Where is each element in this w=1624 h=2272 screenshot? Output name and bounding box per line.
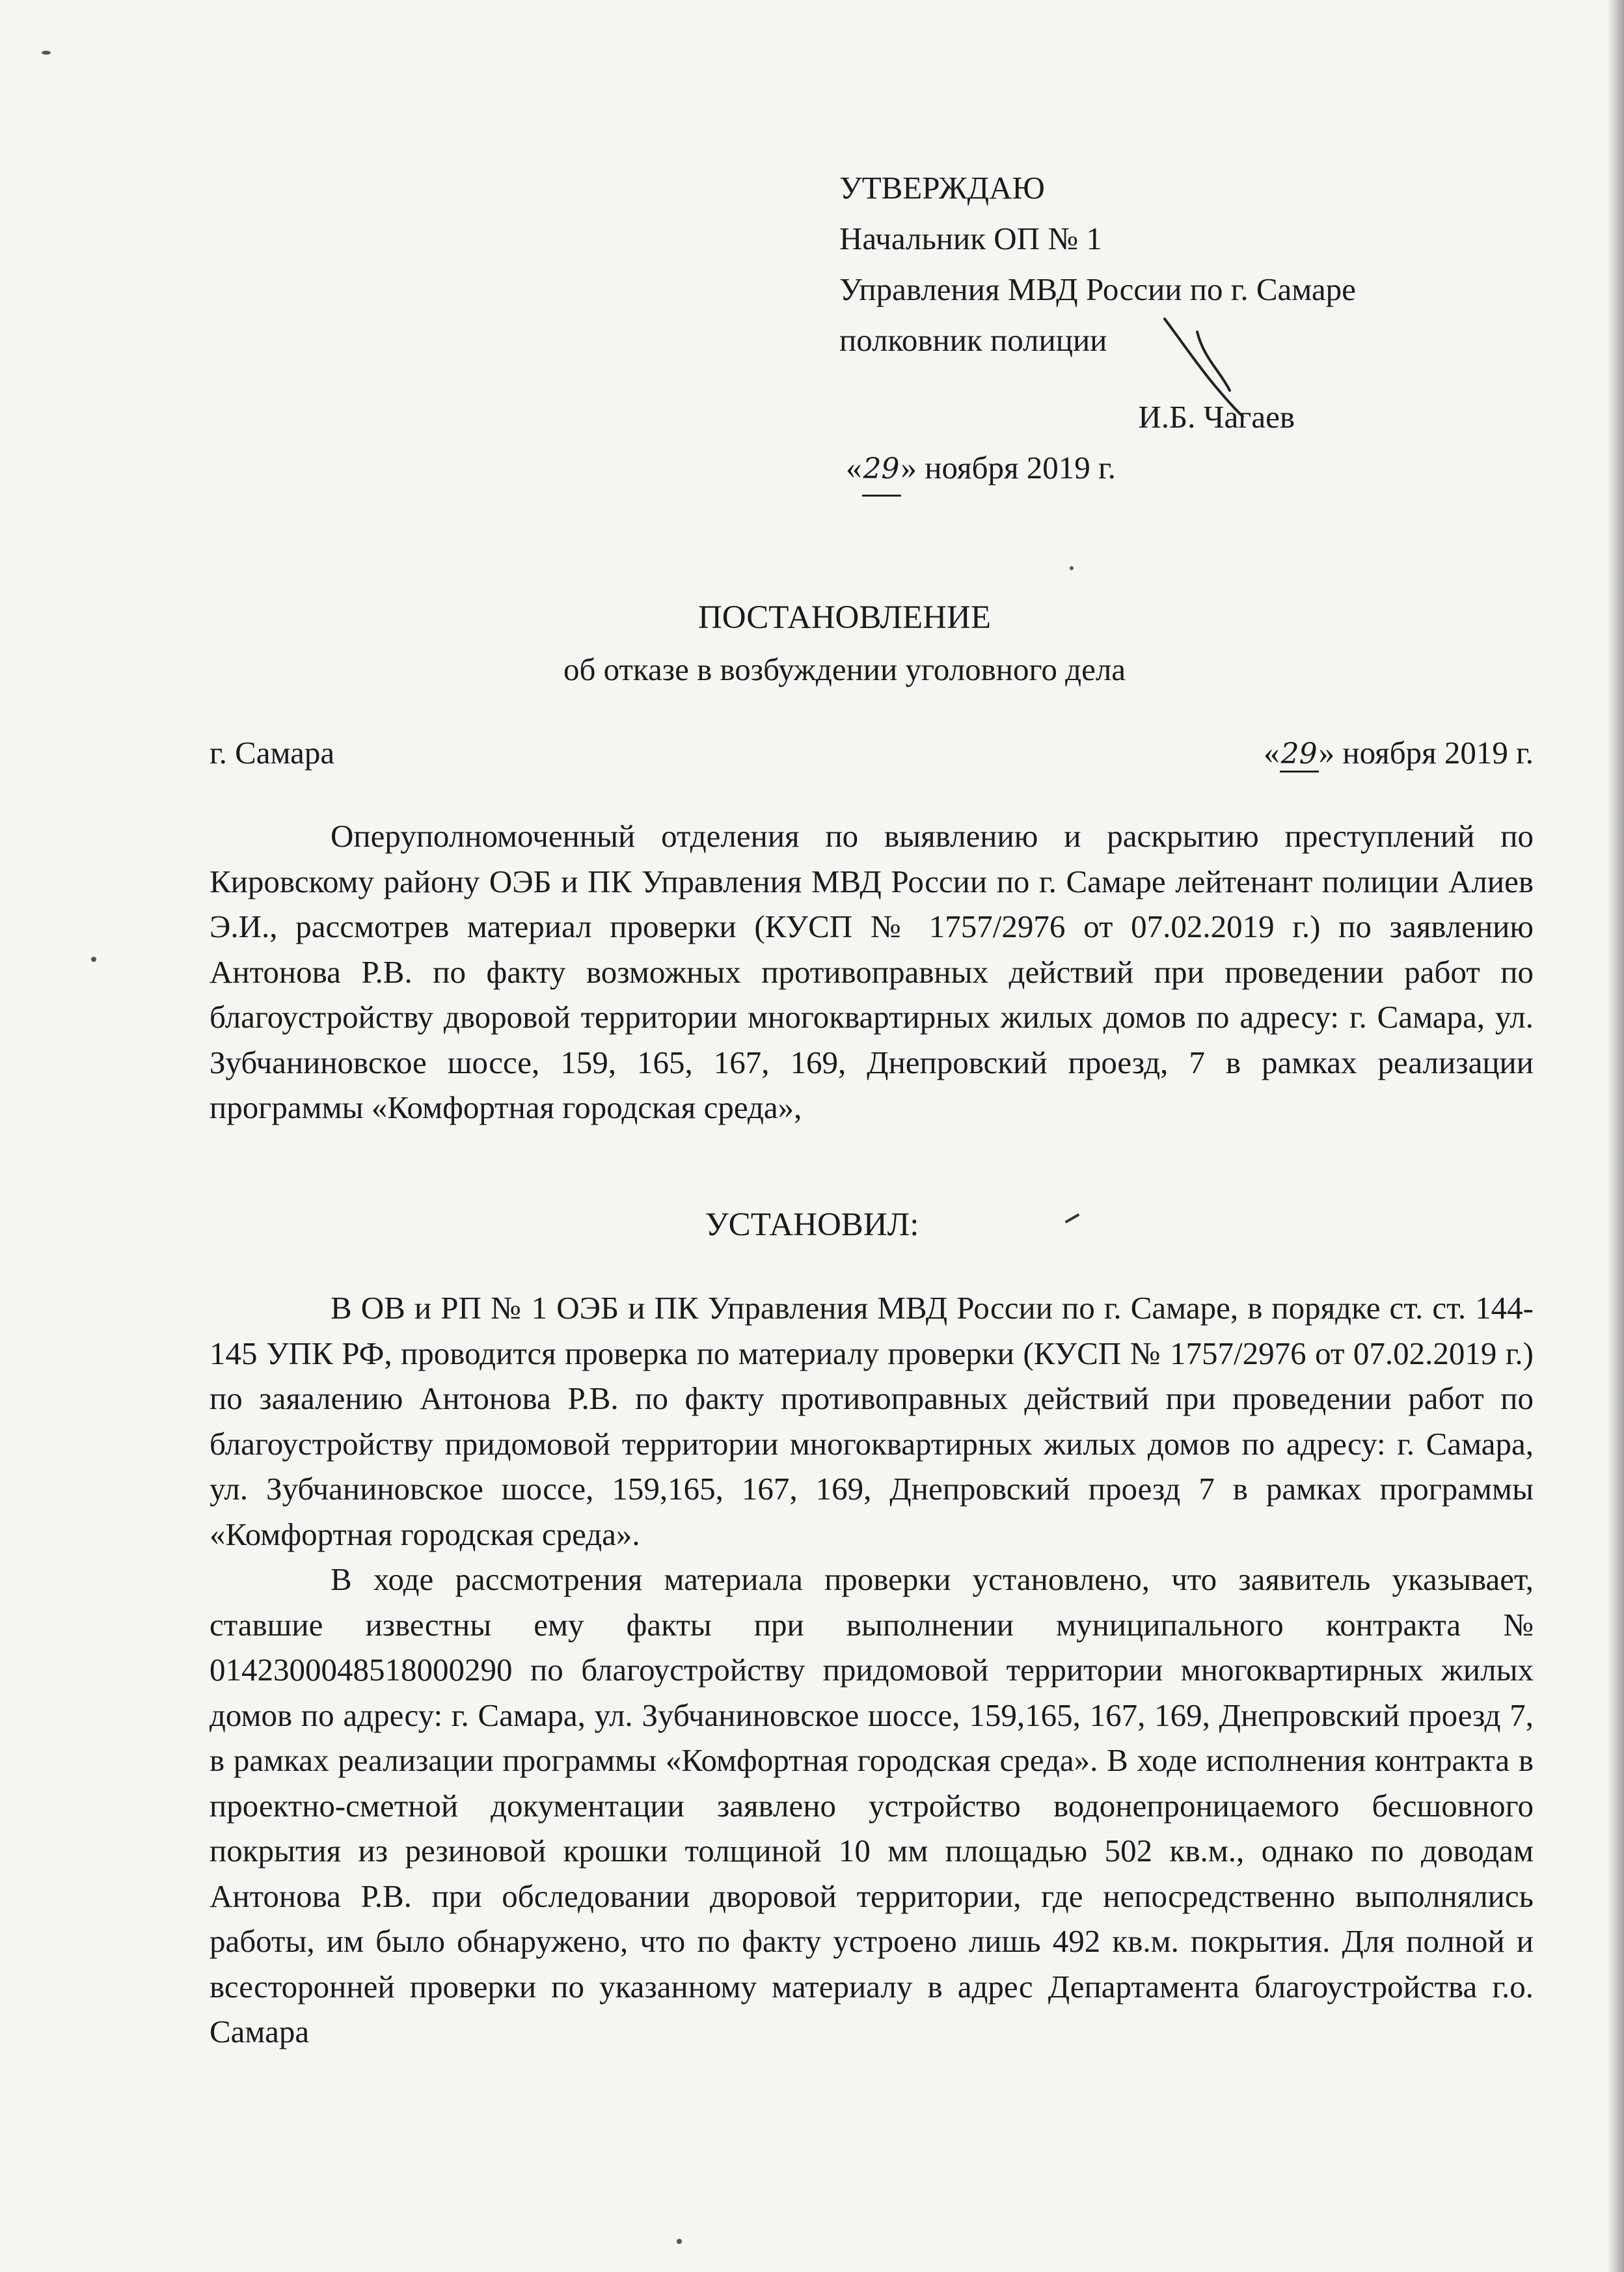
place-date-line (210, 734, 1534, 773)
approval-date-rest: ноября 2019 г. (925, 450, 1116, 486)
intro-section (210, 814, 1534, 1130)
scan-speck (42, 51, 51, 55)
approval-date-day: 29 (862, 444, 901, 497)
approval-date-quote-open: « (846, 450, 862, 486)
document-date (1264, 734, 1534, 773)
document-title: ПОСТАНОВЛЕНИЕ (697, 599, 992, 636)
document-date-quote-close: » (1318, 735, 1335, 771)
approval-date (846, 443, 1490, 497)
established-paragraph-1: В ОВ и РП № 1 ОЭБ и ПК Управления МВД России по г. Самаре, в порядке ст. ст. 144-145 УПК РФ, проводится проверка по материалу проверки (КУСП № 1757/2976 от 07.02.2019 г.) по заяалению Антонова Р.В. по факту противоправных действий при проведении работ по благоустройству придомовой территории многоквартирных жилых домов по адресу: г. Самара, ул. Зубчаниновское шоссе, 159,165, 167, 169, Днепровский проезд 7 в рамках программы «Комфортная городская среда». (210, 1290, 1534, 1552)
approver-rank: полковник полиции (839, 322, 1107, 358)
document-date-rest: ноября 2019 г. (1342, 735, 1534, 771)
document-date-day: 29 (1280, 737, 1319, 773)
document-subtitle: об отказе в возбуждении уголовного дела (563, 651, 1126, 687)
scan-edge-shadow (1607, 0, 1624, 2272)
established-section (210, 1285, 1534, 2055)
place: г. Самара (210, 735, 335, 771)
approver-position-line2: Управления МВД России по г. Самаре (839, 271, 1356, 307)
scan-speck (677, 2239, 682, 2244)
approve-label: УТВЕРЖДАЮ (839, 170, 1045, 206)
scan-speck (1070, 566, 1074, 570)
handwritten-signature (1158, 306, 1249, 423)
intro-paragraph: Оперуполномоченный отделения по выявлению и раскрытию преступлений по Кировскому району ОЭБ и ПК Управления МВД России по г. Самаре лейтенант полиции Алиев Э.И., рассмотрев материал проверки (КУСП № 1757/2976 от 07.02.2019 г.) по заявлению Антонова Р.В. по факту возможных противоправных действий при проведении работ по благоустройству дворовой территории многоквартирных жилых домов по адресу: г. Самара, ул. Зубчаниновское шоссе, 159, 165, 167, 169, Днепровский проезд, 7 в рамках реализации программы «Комфортная городская среда», (210, 818, 1534, 1125)
approver-name: И.Б. Чагаев (1138, 399, 1295, 435)
established-heading: УСТАНОВИЛ: (705, 1207, 919, 1243)
scan-speck (91, 957, 96, 962)
established-paragraph-2: В ходе рассмотрения материала проверки установлено, что заявитель указывает, ставшие известны ему факты при выполнении муниципального контракта № 0142300048518000290 по благоустройству придомовой территории многоквартирных жилых домов по адресу: г. Самара, ул. Зубчаниновское шоссе, 159,165, 167, 169, Днепровский проезд 7, в рамках реализации программы «Комфортная городская среда». В ходе исполнения контракта в проектно-сметной документации заявлено устройство водонепроницаемого бесшовного покрытия из резиновой крошки толщиной 10 мм площадью 502 кв.м., однако по доводам Антонова Р.В. при обследовании дворовой территории, где непосредственно выполнялись работы, им было обнаружено, что по факту устроено лишь 492 кв.м. покрытия. Для полной и всесторонней проверки по указанному материалу в адрес Департамента благоустройства г.о. Самара (210, 1561, 1534, 2049)
approver-position-line1: Начальник ОП № 1 (839, 221, 1102, 256)
approval-date-quote-close: » (900, 450, 917, 486)
document-date-quote-open: « (1264, 735, 1280, 771)
